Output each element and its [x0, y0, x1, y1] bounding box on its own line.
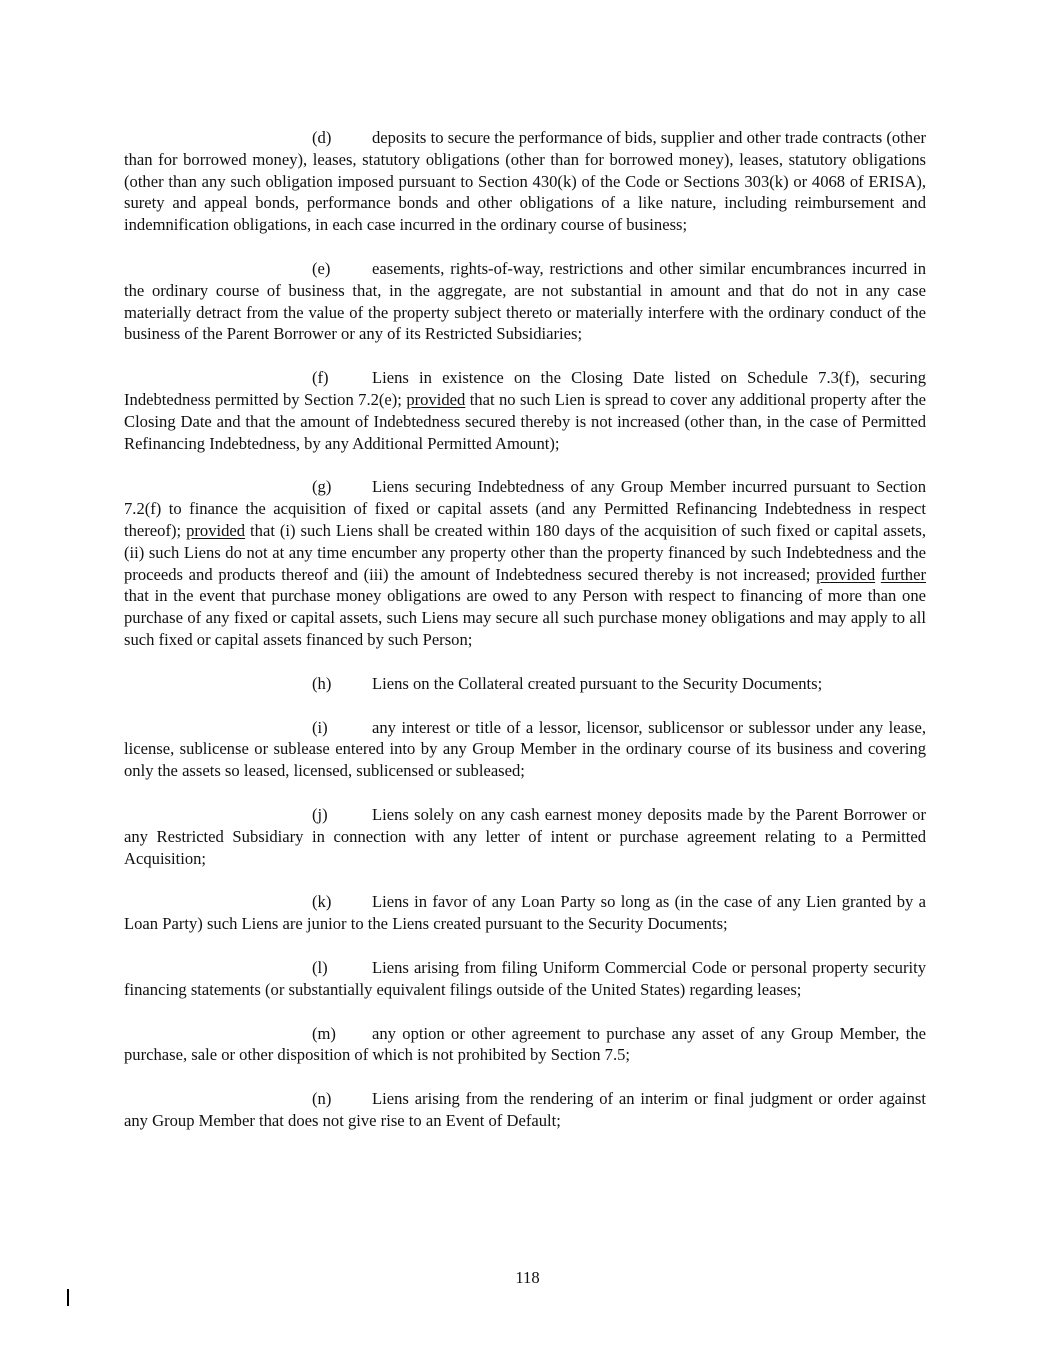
clause-label: (i)	[312, 717, 328, 737]
revision-change-bar	[67, 1289, 69, 1306]
clause-label: (n)	[312, 1089, 332, 1109]
clause-label: (f)	[312, 368, 329, 388]
clause-text: Liens arising from filing Uniform Commercial Code or personal property security financing statements (or substantially equivalent filings outside of the United States) regarding leases;	[124, 957, 926, 999]
clause-label: (d)	[312, 128, 332, 147]
clause-f	[124, 367, 926, 454]
clause-j	[124, 804, 926, 869]
further-term: further	[880, 564, 926, 584]
clause-text: Liens solely on any cash earnest money deposits made by the Parent Borrower or any Restricted Subsidiary in connection with any letter of intent or purchase agreement relating to a Permitted Acquisition;	[124, 804, 926, 868]
clause-label: (j)	[312, 804, 328, 824]
spacer	[124, 935, 926, 957]
clause-text: that (i) such Liens shall be created within 180 days of the acquisition of such fixed or capital assets, (ii) such Liens do not at any time encumber any property other than the property financed by such Indebtedness and the proceeds and products thereof and (iii) the amount of Indebtedness secured thereby is not increased;	[124, 520, 926, 584]
clause-label: (g)	[312, 477, 332, 497]
spacer	[124, 651, 926, 673]
spacer	[124, 782, 926, 804]
clause-e	[124, 258, 926, 345]
clause-label: (e)	[312, 258, 331, 278]
clause-text: Liens arising from the rendering of an interim or final judgment or order against any Group Member that does not give rise to an Event of Default;	[124, 1089, 926, 1130]
clause-i	[124, 717, 926, 782]
clause-k	[124, 891, 926, 935]
clause-text: Liens in existence on the Closing Date listed on Schedule 7.3(f), securing Indebtedness permitted by Section 7.2(e);	[124, 368, 926, 409]
clause-n	[124, 1088, 926, 1132]
spacer	[124, 236, 926, 258]
clause-label: (k)	[312, 892, 332, 912]
spacer	[124, 454, 926, 476]
clause-l	[124, 957, 926, 1001]
spacer	[124, 1066, 926, 1088]
clause-g	[124, 476, 926, 650]
provided-term: provided	[406, 389, 466, 409]
page-number: 118	[515, 1268, 540, 1287]
clause-text: deposits to secure the performance of bids, supplier and other trade contracts (other than for borrowed money), leases, statutory obligations (other than for borrowed money), leases, statutory obligations (other than any such obligation imposed pursuant to Section 430(k) of the Code or Sections 303(k) or 4068 of ERISA), surety and appeal bonds, performance bonds and other obligations of a like nature, including reimbursement and indemnification obligations, in each case incurred in the ordinary course of business;	[124, 128, 926, 235]
clause-label: (m)	[312, 1023, 336, 1043]
clause-m	[124, 1023, 926, 1067]
clause-label: (h)	[312, 673, 332, 693]
clause-text: Liens on the Collateral created pursuant to the Security Documents;	[372, 673, 823, 693]
clause-text: Liens securing Indebtedness of any Group Member incurred pursuant to Section 7.2(f) to finance the acquisition of fixed or capital assets (and any Permitted Refinancing Indebtedness in respect thereof);	[124, 477, 926, 540]
clause-label: (l)	[312, 957, 328, 977]
clause-text: that no such Lien is spread to cover any additional property after the Closing Date and that the amount of Indebtedness secured thereby is not increased (other than, in the case of Permitted Refinancing Indebtedness, by any Additional Permitted Amount);	[124, 389, 926, 453]
clause-text: that in the event that purchase money obligations are owed to any Person with respect to financing of more than one purchase of any fixed or capital assets, such Liens may secure all such purchase money obligations and may apply to all such fixed or capital assets financed by such Person;	[124, 586, 926, 649]
document-body	[124, 127, 926, 1132]
spacer	[124, 869, 926, 891]
spacer	[124, 695, 926, 717]
spacer	[124, 1001, 926, 1023]
clause-text: Liens in favor of any Loan Party so long as (in the case of any Lien granted by a Loan Party) such Liens are junior to the Liens created pursuant to the Security Documents;	[124, 892, 926, 934]
clause-h	[124, 673, 926, 695]
clause-text: easements, rights-of-way, restrictions and other similar encumbrances incurred in the ordinary course of business that, in the aggregate, are not substantial in amount and that do not in any case materially detract from the value of the property subject thereto or materially interfere with the ordinary conduct of the business of the Parent Borrower or any of its Restricted Subsidiaries;	[124, 258, 926, 344]
provided-term: provided	[186, 520, 246, 540]
spacer	[124, 345, 926, 367]
provided-term: provided	[816, 564, 876, 584]
clause-d	[124, 127, 926, 236]
clause-text: any option or other agreement to purchase any asset of any Group Member, the purchase, sale or other disposition of which is not prohibited by Section 7.5;	[124, 1023, 926, 1065]
clause-text: any interest or title of a lessor, licensor, sublicensor or sublessor under any lease, license, sublicense or sublease entered into by any Group Member in the ordinary course of its business and covering only the assets so leased, licensed, sublicensed or subleased;	[124, 717, 926, 781]
